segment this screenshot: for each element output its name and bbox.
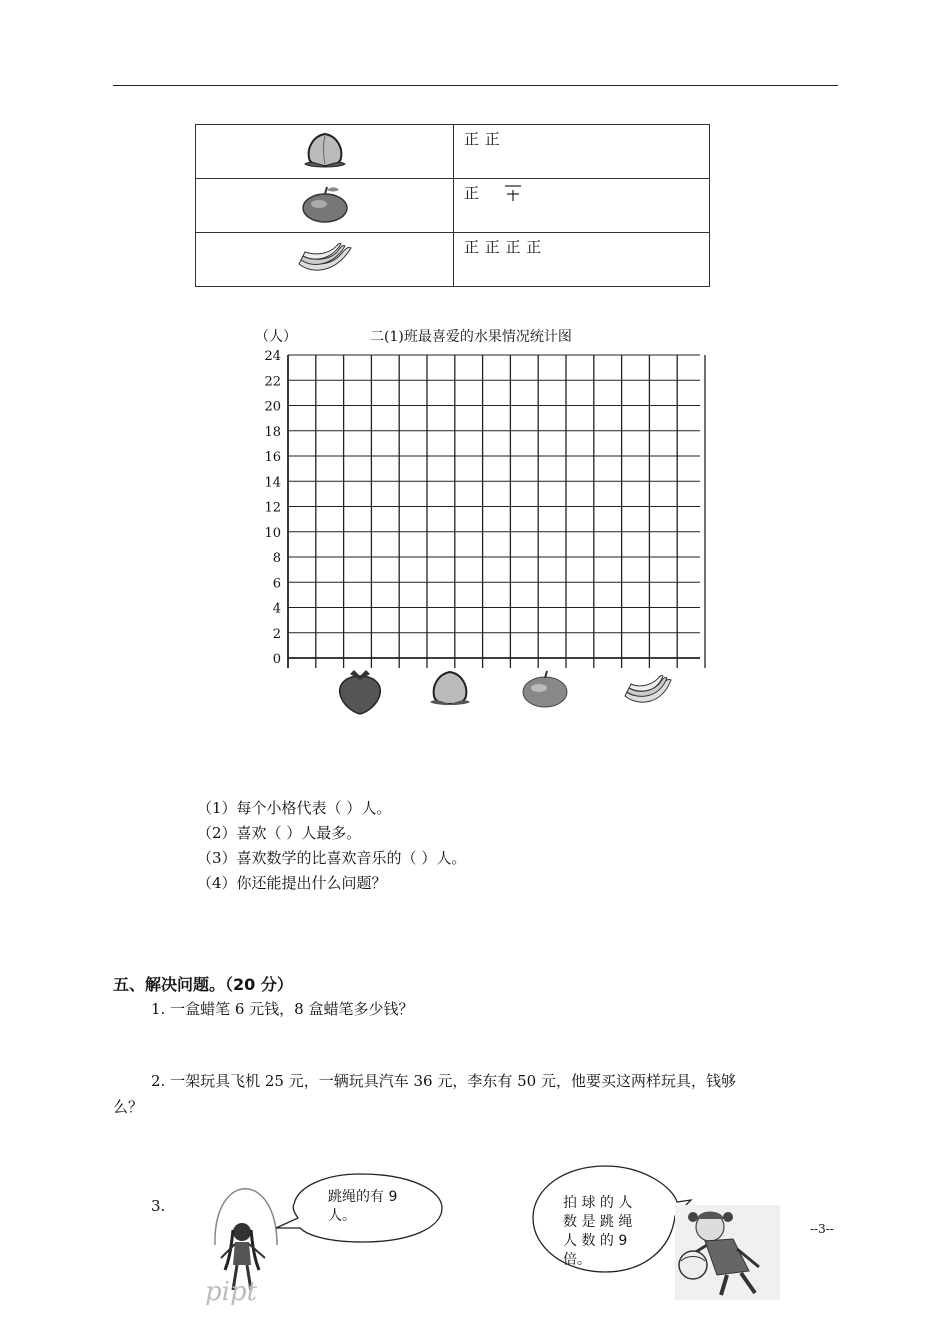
y-tick-label: 24: [264, 349, 281, 364]
y-tick-label: 20: [264, 399, 281, 415]
bubble-right-line: 倍。: [563, 1252, 591, 1268]
header-rule: [113, 85, 838, 86]
problem-1: 1. 一盒蜡笔 6 元钱，8 盒蜡笔多少钱？: [151, 1000, 414, 1018]
y-axis-unit: （人）: [255, 329, 297, 345]
peach-icon: [430, 672, 470, 705]
banana-icon: [625, 675, 671, 702]
tally-table: [195, 124, 710, 287]
section-heading: 五、解决问题。（20 分）: [113, 975, 293, 994]
peach-icon: [301, 130, 349, 170]
tally-value: 正 正 正 正: [454, 233, 710, 287]
y-tick-label: 0: [272, 652, 281, 667]
ball-bouncing-girl-illustration: [675, 1205, 780, 1300]
y-tick-label: 8: [272, 551, 281, 566]
bar-chart-grid: [255, 345, 725, 720]
y-tick-label: 6: [272, 576, 281, 592]
question-1: （1）每个小格代表（ ）人。: [197, 799, 392, 817]
tally-value: 正 正: [454, 125, 710, 179]
y-tick-label: 2: [272, 626, 281, 642]
question-4: （4）你还能提出什么问题？: [197, 874, 387, 892]
problem-2-line1: 2. 一架玩具飞机 25 元，一辆玩具汽车 36 元，李东有 50 元，他要买这两样玩具，钱够: [151, 1072, 736, 1090]
y-tick-label: 12: [264, 500, 281, 516]
bubble-right-line: 数 是 跳 绳: [563, 1214, 633, 1230]
svg-text:pipt: pipt: [205, 1277, 258, 1305]
table-row: [196, 233, 710, 287]
apple-icon: [523, 671, 567, 707]
problem-3-label: 3.: [151, 1197, 166, 1215]
banana-icon: [295, 238, 355, 278]
question-3: （3）喜欢数学的比喜欢音乐的（ ）人。: [197, 849, 467, 867]
question-2: （2）喜欢（ ）人最多。: [197, 824, 362, 842]
table-row: [196, 179, 710, 233]
apple-icon: [299, 184, 351, 224]
bubble-left-line: 跳绳的有 9: [328, 1189, 398, 1205]
bubble-left-line: 人。: [328, 1208, 356, 1224]
table-row: [196, 125, 710, 179]
y-tick-label: 16: [264, 450, 281, 465]
y-tick-label: 22: [264, 374, 281, 390]
y-tick-label: 10: [264, 525, 281, 541]
page-number: --3--: [810, 1222, 834, 1236]
bubble-right-line: 拍 球 的 人: [563, 1195, 633, 1211]
y-tick-label: 18: [264, 424, 281, 440]
strawberry-icon: [340, 670, 381, 714]
problem-2-line2: 么？: [113, 1098, 144, 1116]
tally-partial-mark: [485, 184, 525, 204]
bubble-right-line: 人 数 的 9: [563, 1233, 628, 1249]
tally-value: 正: [464, 184, 480, 202]
y-tick-label: 4: [272, 601, 281, 617]
y-tick-label: 14: [264, 475, 281, 491]
chart-title: 二(1)班最喜爱的水果情况统计图: [370, 329, 572, 345]
